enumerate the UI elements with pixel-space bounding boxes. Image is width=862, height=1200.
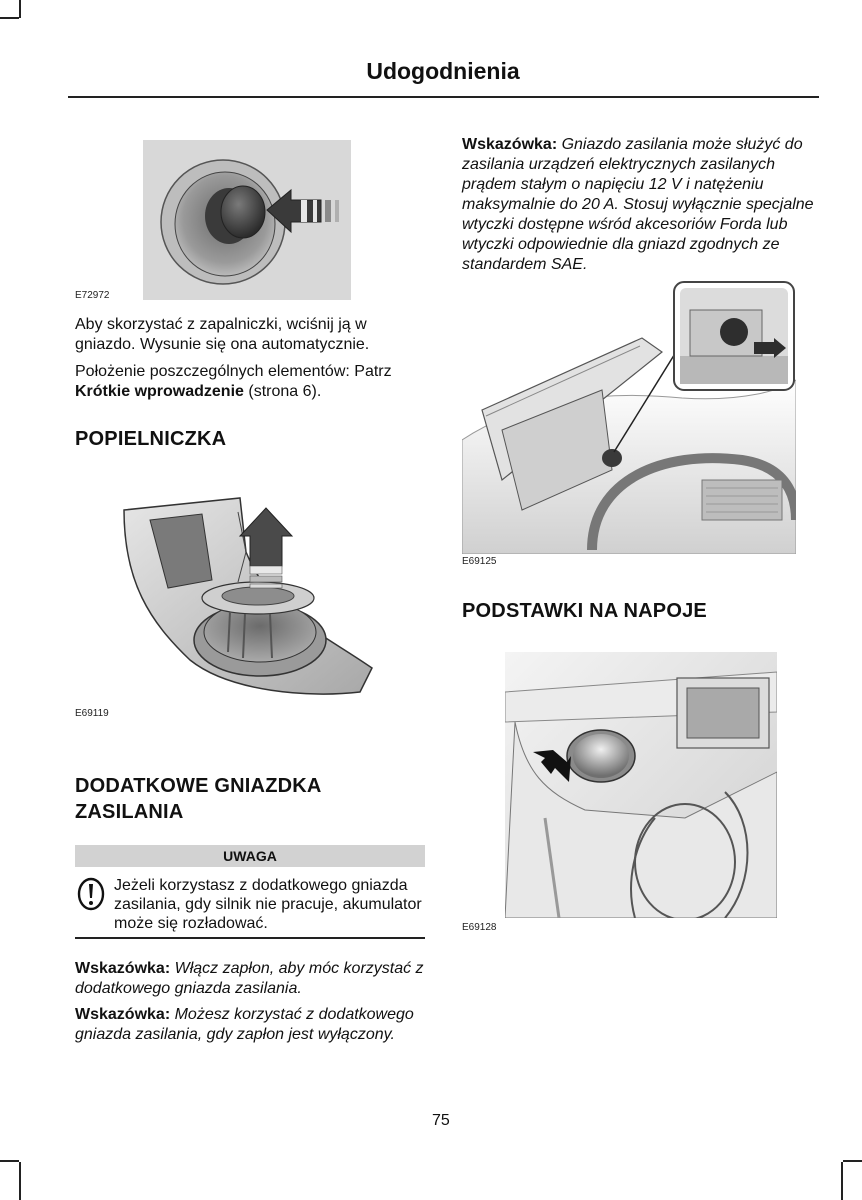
warning-divider — [75, 937, 425, 939]
lighter-illustration — [143, 140, 351, 300]
ashtray-illustration — [110, 492, 376, 700]
figure-code: E69125 — [462, 556, 497, 567]
position-page-ref: (strona 6). — [243, 383, 322, 400]
position-paragraph — [75, 362, 425, 402]
note-ignition-on — [75, 959, 427, 999]
heading-aux-sockets — [75, 773, 322, 825]
page-number: 75 — [432, 1112, 450, 1129]
figure-code: E69128 — [462, 922, 497, 933]
heading-ashtray: POPIELNICZKA — [75, 428, 227, 450]
crop-mark-top-left-h — [0, 17, 19, 19]
figure-code: E69119 — [75, 708, 109, 719]
dashboard-socket-illustration — [462, 280, 796, 554]
title-divider — [68, 96, 819, 98]
note-text: Możesz korzystać z dodatkowego gniazda zasilania, gdy zapłon jest wyłączony. — [75, 1006, 414, 1043]
heading-aux-sockets-line1: DODATKOWE GNIAZDKA — [75, 775, 322, 797]
position-text: Położenie poszczególnych elementów: Patrz — [75, 363, 392, 380]
cupholder-illustration — [505, 652, 777, 918]
warning-icon — [77, 877, 105, 911]
note-label: Wskazówka: — [75, 960, 171, 977]
crop-mark-top-left-v — [19, 0, 21, 18]
warning-title: UWAGA — [75, 845, 425, 867]
crop-mark-bottom-right-v — [841, 1162, 843, 1200]
note-socket-usage — [462, 135, 818, 275]
heading-cupholders: PODSTAWKI NA NAPOJE — [462, 600, 707, 622]
note-label: Wskazówka: — [462, 136, 558, 153]
crop-mark-bottom-left-v — [19, 1162, 21, 1200]
lighter-paragraph: Aby skorzystać z zapalniczki, wciśnij ją w gniazdo. Wysunie się ona automatycznie. — [75, 316, 370, 353]
note-text: Włącz zapłon, aby móc korzystać z dodatkowego gniazda zasilania. — [75, 960, 424, 997]
note-label: Wskazówka: — [75, 1006, 171, 1023]
figure-code: E72972 — [75, 290, 110, 301]
quick-start-link[interactable]: Krótkie wprowadzenie — [75, 383, 244, 400]
warning-text: Jeżeli korzystasz z dodatkowego gniazda zasilania, gdy silnik nie pracuje, akumulator może się rozładować. — [114, 877, 422, 932]
page-title: Udogodnienia — [366, 58, 520, 84]
note-ignition-off — [75, 1005, 427, 1045]
heading-aux-sockets-line2: ZASILANIA — [75, 801, 184, 823]
note-text: Gniazdo zasilania może służyć do zasilania urządzeń elektrycznych zasilanych prądem stałym o napięciu 12 V i natężeniu maksymalnie do 20 A. Stosuj wyłącznie specjalne wtyczki dostępne wśród akcesoriów Forda lub wtyczki odpowiednie dla gniazd zgodnych ze standardem SAE. — [462, 136, 814, 273]
crop-mark-bottom-left-h — [0, 1160, 19, 1162]
crop-mark-bottom-right-h — [843, 1160, 862, 1162]
